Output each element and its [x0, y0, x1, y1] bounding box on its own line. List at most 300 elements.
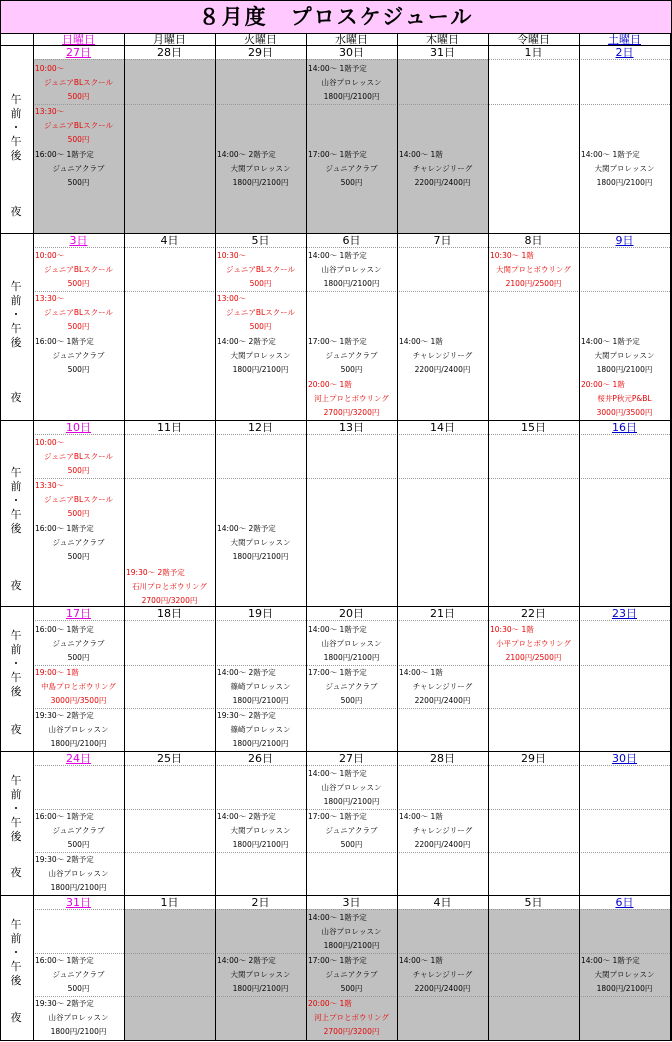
- weekday-label: 土曜日: [608, 33, 641, 46]
- event-title: ジュニアBLスクール: [43, 265, 114, 274]
- event-title: ジュニアクラブ: [325, 682, 378, 691]
- day-number: 2日: [251, 896, 270, 909]
- day-number: 30日: [339, 46, 364, 59]
- schedule-event[interactable]: [399, 148, 486, 190]
- night-label: 夜: [10, 1011, 22, 1024]
- event-price: 1800円/2100円: [232, 178, 289, 187]
- day-number: 5日: [524, 896, 543, 909]
- event-time: 14:00～ 1階: [399, 150, 443, 159]
- event-title: 山谷プロレッスン: [321, 639, 382, 648]
- event-time: 17:00～ 1階予定: [308, 150, 367, 159]
- schedule-event[interactable]: [308, 623, 395, 665]
- weekday-label: 日曜日: [62, 33, 95, 46]
- event-price: 1800円/2100円: [232, 552, 289, 561]
- event-title: ジュニアクラブ: [52, 351, 105, 360]
- schedule-event[interactable]: [35, 853, 122, 895]
- event-price: 1800円/2100円: [323, 941, 380, 950]
- date-row-divider: [33, 434, 670, 435]
- period-label: 午: [10, 280, 22, 293]
- event-price: 500円: [67, 279, 90, 288]
- day-number: 27日: [66, 46, 91, 59]
- event-title: 石川プロとボウリング: [132, 582, 207, 591]
- column-divider: [488, 33, 489, 1041]
- event-title: 篠崎プロレッスン: [230, 682, 291, 691]
- event-time: 19:30～ 2階予定: [35, 999, 94, 1008]
- event-price: 2100円/2500円: [505, 279, 562, 288]
- day-number: 31日: [430, 46, 455, 59]
- event-price: 2700円/3200円: [323, 408, 380, 417]
- event-time: 10:00～: [35, 251, 65, 260]
- day-number: 2日: [615, 46, 634, 59]
- schedule-event[interactable]: [308, 249, 395, 291]
- day-number: 11日: [157, 421, 182, 434]
- event-title: 篠崎プロレッスン: [230, 725, 291, 734]
- event-title: チャレンジリーグ: [412, 826, 473, 835]
- day-number: 3日: [69, 234, 88, 247]
- column-divider: [124, 33, 125, 1041]
- period-divider: [33, 291, 670, 292]
- schedule-event[interactable]: [35, 522, 122, 564]
- event-price: 500円: [340, 365, 363, 374]
- day-number: 31日: [66, 896, 91, 909]
- schedule-event[interactable]: [581, 335, 668, 377]
- event-title: 大関プロレッスン: [594, 970, 655, 979]
- period-label: 前: [10, 788, 22, 801]
- event-price: 1800円/2100円: [232, 840, 289, 849]
- weekday-header-border: [0, 45, 672, 46]
- event-price: 500円: [249, 279, 272, 288]
- event-price: 1800円/2100円: [596, 365, 653, 374]
- day-number: 24日: [66, 752, 91, 765]
- event-price: 500円: [67, 509, 90, 518]
- night-label: 夜: [10, 579, 22, 592]
- schedule-event[interactable]: [308, 378, 395, 420]
- period-label: ・: [10, 308, 22, 321]
- night-divider: [33, 852, 670, 853]
- schedule-event[interactable]: [35, 810, 122, 852]
- event-title: ジュニアBLスクール: [43, 78, 114, 87]
- schedule-event[interactable]: [35, 292, 122, 334]
- week-border: [0, 606, 672, 607]
- schedule-event[interactable]: [308, 954, 395, 996]
- event-time: 14:00～ 1階予定: [308, 625, 367, 634]
- schedule-event[interactable]: [217, 954, 304, 996]
- event-title: 大関プロとボウリング: [496, 265, 571, 274]
- event-price: 500円: [67, 840, 90, 849]
- day-number: 6日: [615, 896, 634, 909]
- event-title: ジュニアクラブ: [325, 164, 378, 173]
- day-number: 3日: [342, 896, 361, 909]
- event-price: 1800円/2100円: [232, 739, 289, 748]
- event-price: 1800円/2100円: [50, 883, 107, 892]
- day-number: 10日: [66, 421, 91, 434]
- event-price: 2100円/2500円: [505, 653, 562, 662]
- day-number: 12日: [248, 421, 273, 434]
- event-time: 10:30～ 1階: [490, 251, 534, 260]
- day-number: 25日: [157, 752, 182, 765]
- event-price: 2200円/2400円: [414, 365, 471, 374]
- schedule-event[interactable]: [581, 148, 668, 190]
- day-number: 18日: [157, 607, 182, 620]
- period-label: 後: [10, 974, 22, 987]
- event-title: 河上プロとボウリング: [314, 394, 389, 403]
- day-number: 4日: [160, 234, 179, 247]
- week-border: [0, 233, 672, 234]
- schedule-event[interactable]: [35, 436, 122, 478]
- event-price: 2200円/2400円: [414, 178, 471, 187]
- event-price: 500円: [67, 984, 90, 993]
- schedule-event[interactable]: [308, 148, 395, 190]
- event-title: 大関プロレッスン: [230, 351, 291, 360]
- event-price: 2700円/3200円: [141, 596, 198, 605]
- event-title: ジュニアBLスクール: [225, 308, 296, 317]
- column-divider: [0, 0, 1, 1041]
- schedule-event[interactable]: [308, 997, 395, 1039]
- day-number: 9日: [615, 234, 634, 247]
- period-label: 前: [10, 294, 22, 307]
- event-time: 13:30～: [35, 294, 65, 303]
- event-price: 500円: [67, 135, 90, 144]
- column-divider: [306, 33, 307, 1041]
- schedule-event[interactable]: [308, 335, 395, 377]
- event-title: チャレンジリーグ: [412, 970, 473, 979]
- period-label: 午: [10, 629, 22, 642]
- inactive-day-cell: [398, 59, 488, 234]
- event-price: 500円: [340, 840, 363, 849]
- event-price: 500円: [67, 322, 90, 331]
- day-number: 17日: [66, 607, 91, 620]
- day-number: 6日: [342, 234, 361, 247]
- event-price: 1800円/2100円: [232, 696, 289, 705]
- period-label: 午: [10, 508, 22, 521]
- event-title: ジュニアクラブ: [52, 538, 105, 547]
- event-title: ジュニアクラブ: [325, 351, 378, 360]
- event-price: 500円: [67, 178, 90, 187]
- period-label: 午: [10, 671, 22, 684]
- day-number: 1日: [160, 896, 179, 909]
- event-price: 3000円/3500円: [596, 408, 653, 417]
- schedule-event[interactable]: [399, 666, 486, 708]
- event-price: 500円: [340, 178, 363, 187]
- event-title: ジュニアクラブ: [325, 970, 378, 979]
- event-title: ジュニアBLスクール: [43, 308, 114, 317]
- event-title: ジュニアクラブ: [325, 826, 378, 835]
- day-number: 26日: [248, 752, 273, 765]
- schedule-event[interactable]: [35, 335, 122, 377]
- event-title: 山谷プロレッスン: [321, 78, 382, 87]
- period-label: ・: [10, 121, 22, 134]
- event-time: 14:00～ 1階: [399, 812, 443, 821]
- event-time: 10:00～: [35, 64, 65, 73]
- event-title: 大関プロレッスン: [230, 538, 291, 547]
- night-label: 夜: [10, 391, 22, 404]
- event-time: 19:30～ 2階予定: [35, 711, 94, 720]
- schedule-event[interactable]: [217, 249, 304, 291]
- night-label: 夜: [10, 205, 22, 218]
- event-price: 1800円/2100円: [323, 653, 380, 662]
- schedule-event[interactable]: [217, 292, 304, 334]
- event-price: 2700円/3200円: [323, 1027, 380, 1036]
- period-label: 前: [10, 107, 22, 120]
- event-title: 大関プロレッスン: [594, 164, 655, 173]
- inactive-day-cell: [125, 909, 215, 1040]
- day-number: 14日: [430, 421, 455, 434]
- event-price: 1800円/2100円: [232, 984, 289, 993]
- event-price: 500円: [67, 466, 90, 475]
- event-price: 500円: [67, 653, 90, 662]
- schedule-event[interactable]: [581, 378, 668, 420]
- top-border: [0, 0, 672, 1]
- event-title: 山谷プロレッスン: [48, 1013, 109, 1022]
- day-number: 28日: [430, 752, 455, 765]
- event-time: 14:00～ 2階予定: [217, 150, 276, 159]
- date-row-divider: [33, 765, 670, 766]
- schedule-event[interactable]: [217, 522, 304, 564]
- schedule-event[interactable]: [35, 105, 122, 147]
- weekday-label: 火曜日: [244, 33, 277, 46]
- schedule-event[interactable]: [308, 911, 395, 953]
- event-time: 14:00～ 1階予定: [308, 251, 367, 260]
- date-row-divider: [33, 247, 670, 248]
- event-price: 1800円/2100円: [323, 279, 380, 288]
- day-number: 21日: [430, 607, 455, 620]
- event-price: 1800円/2100円: [232, 365, 289, 374]
- night-label: 夜: [10, 866, 22, 879]
- inactive-day-cell: [125, 59, 215, 234]
- event-title: ジュニアBLスクール: [43, 452, 114, 461]
- period-label: 前: [10, 480, 22, 493]
- event-title: 小平プロとボウリング: [496, 639, 571, 648]
- schedule-event[interactable]: [35, 623, 122, 665]
- schedule-title: ８月度 プロスケジュール: [198, 5, 474, 29]
- period-label: 午: [10, 135, 22, 148]
- event-title: 桜井P秋元P&BL: [597, 394, 652, 403]
- day-number: 29日: [248, 46, 273, 59]
- schedule-event[interactable]: [581, 954, 668, 996]
- event-time: 13:00～: [217, 294, 247, 303]
- event-title: ジュニアクラブ: [52, 639, 105, 648]
- event-title: 大関プロレッスン: [230, 164, 291, 173]
- schedule-event[interactable]: [490, 623, 577, 665]
- period-label: 後: [10, 336, 22, 349]
- event-title: 中島プロとボウリング: [41, 682, 116, 691]
- event-title: 山谷プロレッスン: [48, 725, 109, 734]
- event-title: ジュニアBLスクール: [43, 495, 114, 504]
- event-time: 16:00～ 1階予定: [35, 150, 94, 159]
- day-number: 20日: [339, 607, 364, 620]
- schedule-event[interactable]: [35, 954, 122, 996]
- event-title: ジュニアクラブ: [52, 826, 105, 835]
- event-time: 10:30～: [217, 251, 247, 260]
- night-divider: [33, 708, 670, 709]
- event-title: チャレンジリーグ: [412, 682, 473, 691]
- period-label: 午: [10, 816, 22, 829]
- event-time: 17:00～ 1階予定: [308, 337, 367, 346]
- period-label: 後: [10, 830, 22, 843]
- day-number: 1日: [524, 46, 543, 59]
- schedule-event[interactable]: [35, 709, 122, 751]
- period-divider: [33, 478, 670, 479]
- schedule-event[interactable]: [126, 566, 213, 608]
- day-number: 28日: [157, 46, 182, 59]
- event-price: 1800円/2100円: [323, 92, 380, 101]
- period-label: 前: [10, 643, 22, 656]
- event-title: チャレンジリーグ: [412, 164, 473, 173]
- event-time: 19:30～ 2階予定: [35, 855, 94, 864]
- schedule-event[interactable]: [308, 810, 395, 852]
- day-number: 29日: [521, 752, 546, 765]
- date-row-divider: [33, 909, 670, 910]
- day-number: 27日: [339, 752, 364, 765]
- day-number: 22日: [521, 607, 546, 620]
- event-price: 500円: [67, 92, 90, 101]
- event-title: 大関プロレッスン: [594, 351, 655, 360]
- title-bar: [1, 1, 671, 34]
- event-time: 14:00～ 2階予定: [217, 524, 276, 533]
- event-title: 山谷プロレッスン: [321, 927, 382, 936]
- period-label: 前: [10, 932, 22, 945]
- period-label: 午: [10, 960, 22, 973]
- night-label: 夜: [10, 723, 22, 736]
- week-border: [0, 895, 672, 896]
- event-title: 山谷プロレッスン: [48, 869, 109, 878]
- event-price: 2200円/2400円: [414, 984, 471, 993]
- event-time: 13:30～: [35, 481, 65, 490]
- day-number: 16日: [612, 421, 637, 434]
- event-time: 10:30～ 1階: [490, 625, 534, 634]
- event-time: 19:00～ 1階: [35, 668, 79, 677]
- event-time: 16:00～ 1階予定: [35, 956, 94, 965]
- event-time: 14:00～ 2階予定: [217, 337, 276, 346]
- event-time: 14:00～ 1階予定: [308, 769, 367, 778]
- period-label: ・: [10, 657, 22, 670]
- schedule-event[interactable]: [217, 148, 304, 190]
- period-label: 午: [10, 322, 22, 335]
- period-label: ・: [10, 802, 22, 815]
- period-label: 後: [10, 149, 22, 162]
- event-title: 大関プロレッスン: [230, 970, 291, 979]
- event-time: 16:00～ 1階予定: [35, 812, 94, 821]
- day-number: 5日: [251, 234, 270, 247]
- column-divider: [397, 33, 398, 1041]
- event-time: 19:30～ 2階予定: [217, 711, 276, 720]
- schedule-event[interactable]: [490, 249, 577, 291]
- schedule-event[interactable]: [35, 997, 122, 1039]
- event-price: 1800円/2100円: [50, 739, 107, 748]
- day-number: 15日: [521, 421, 546, 434]
- period-label: 午: [10, 774, 22, 787]
- column-divider: [579, 33, 580, 1041]
- period-label: 午: [10, 93, 22, 106]
- schedule-event[interactable]: [217, 709, 304, 751]
- day-number: 13日: [339, 421, 364, 434]
- event-time: 16:00～ 1階予定: [35, 625, 94, 634]
- column-divider: [215, 33, 216, 1041]
- event-price: 500円: [249, 322, 272, 331]
- weekday-label: 月曜日: [153, 33, 186, 46]
- period-label: 後: [10, 685, 22, 698]
- period-label: 午: [10, 466, 22, 479]
- schedule-event[interactable]: [35, 666, 122, 708]
- event-time: 17:00～ 1階予定: [308, 668, 367, 677]
- event-time: 20:00～ 1階: [581, 380, 625, 389]
- event-title: ジュニアBLスクール: [225, 265, 296, 274]
- event-price: 1800円/2100円: [596, 178, 653, 187]
- weekday-label: 令曜日: [517, 33, 550, 46]
- schedule-event[interactable]: [399, 335, 486, 377]
- week-border: [0, 751, 672, 752]
- schedule-event[interactable]: [308, 666, 395, 708]
- event-price: 1800円/2100円: [50, 1027, 107, 1036]
- schedule-event[interactable]: [399, 810, 486, 852]
- date-row-divider: [33, 620, 670, 621]
- period-label: ・: [10, 946, 22, 959]
- event-time: 14:00～ 1階予定: [581, 150, 640, 159]
- event-time: 14:00～ 2階予定: [217, 668, 276, 677]
- event-time: 14:00～ 2階予定: [217, 812, 276, 821]
- column-divider: [33, 33, 34, 1041]
- schedule-event[interactable]: [35, 249, 122, 291]
- event-price: 1800円/2100円: [596, 984, 653, 993]
- day-number: 19日: [248, 607, 273, 620]
- event-price: 2200円/2400円: [414, 696, 471, 705]
- period-divider: [33, 104, 670, 105]
- schedule-event[interactable]: [308, 62, 395, 104]
- schedule-event[interactable]: [217, 335, 304, 377]
- event-time: 20:00～ 1階: [308, 999, 352, 1008]
- day-number: 4日: [433, 896, 452, 909]
- schedule-event[interactable]: [35, 479, 122, 521]
- event-title: ジュニアBLスクール: [43, 121, 114, 130]
- weekday-label: 木曜日: [426, 33, 459, 46]
- schedule-event[interactable]: [217, 810, 304, 852]
- event-time: 17:00～ 1階予定: [308, 956, 367, 965]
- event-price: 500円: [340, 984, 363, 993]
- inactive-day-cell: [216, 59, 306, 234]
- event-time: 16:00～ 1階予定: [35, 337, 94, 346]
- event-time: 14:00～ 1階: [399, 668, 443, 677]
- event-price: 1800円/2100円: [323, 797, 380, 806]
- day-number: 30日: [612, 752, 637, 765]
- schedule-event[interactable]: [399, 954, 486, 996]
- event-time: 14:00～ 1階予定: [308, 913, 367, 922]
- schedule-event[interactable]: [35, 62, 122, 104]
- date-row-divider: [33, 59, 670, 60]
- schedule-event[interactable]: [217, 666, 304, 708]
- week-border: [0, 420, 672, 421]
- event-title: 河上プロとボウリング: [314, 1013, 389, 1022]
- schedule-event[interactable]: [35, 148, 122, 190]
- schedule-event[interactable]: [308, 767, 395, 809]
- period-label: 午: [10, 918, 22, 931]
- bottom-border: [0, 1040, 672, 1041]
- event-title: ジュニアクラブ: [52, 164, 105, 173]
- event-time: 14:00～ 1階予定: [308, 64, 367, 73]
- event-time: 10:00～: [35, 438, 65, 447]
- event-price: 500円: [67, 552, 90, 561]
- event-time: 16:00～ 1階予定: [35, 524, 94, 533]
- day-number: 23日: [612, 607, 637, 620]
- weekday-label: 水曜日: [335, 33, 368, 46]
- event-price: 2200円/2400円: [414, 840, 471, 849]
- event-price: 500円: [67, 365, 90, 374]
- event-time: 14:00～ 1階: [399, 337, 443, 346]
- event-title: 山谷プロレッスン: [321, 265, 382, 274]
- event-time: 14:00～ 2階予定: [217, 956, 276, 965]
- day-number: 7日: [433, 234, 452, 247]
- event-time: 14:00～ 1階予定: [581, 337, 640, 346]
- event-time: 17:00～ 1階予定: [308, 812, 367, 821]
